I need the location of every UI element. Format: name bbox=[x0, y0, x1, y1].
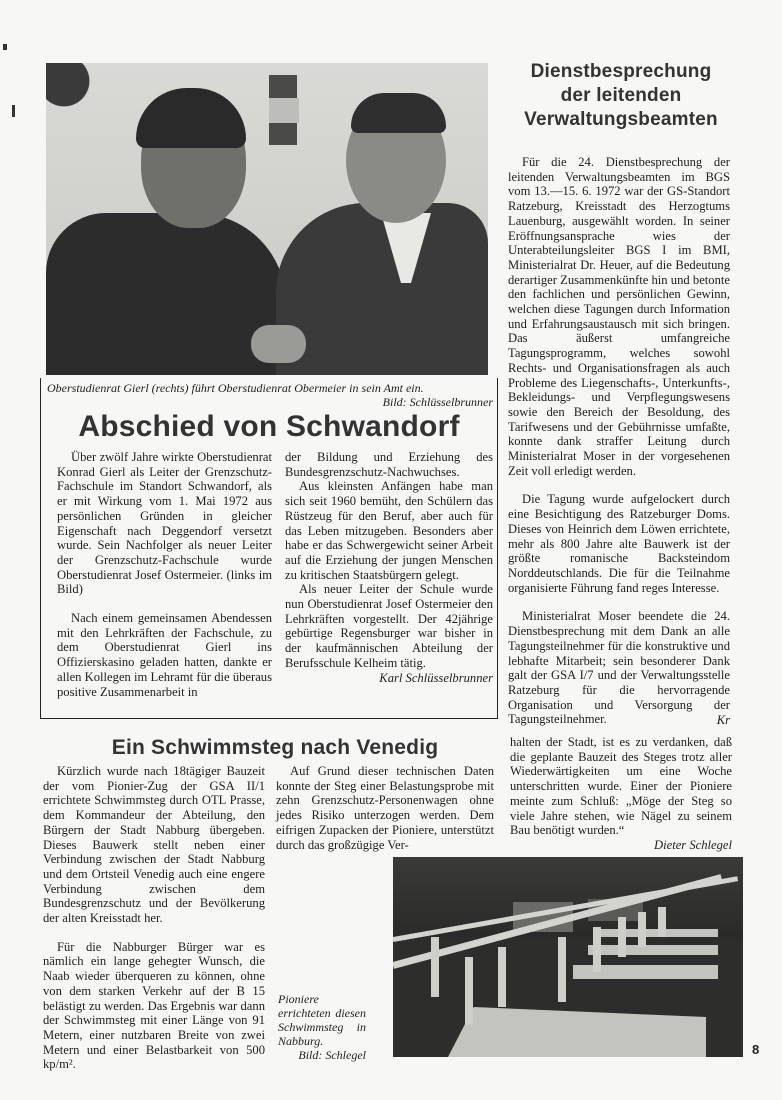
headline-abschied: Abschied von Schwandorf bbox=[78, 410, 460, 443]
photo-caption bbox=[47, 381, 493, 409]
headline-dienstbesprechung bbox=[505, 60, 737, 132]
wall-fixture bbox=[269, 98, 299, 123]
person-left-hair bbox=[136, 88, 246, 148]
page-number: 8 bbox=[752, 1042, 760, 1057]
article-schwimmsteg-column-3 bbox=[510, 735, 732, 853]
railing-post bbox=[618, 917, 626, 957]
paragraph: Kürzlich wurde nach 18tägiger Bauzeit der vom Pionier-Zug der GSA II/1 errichtete Schwimmsteg durch OTL Prasse, dem Kommandeur der Abteilung, den Bürgern der Stadt Nabburg übergeben. Dieses Bauwerk stellt neben einer Verbindung zwischen der Stadt Nabburg und dem Ortsteil Venedig auch eine engere Verbindung zwischen dem Bundesgrenzschutz und der Bevölkerung der alten Kreisstadt her. bbox=[43, 764, 265, 926]
photo-caption-text: Oberstudienrat Gierl (rechts) führt Oberstudienrat Obermeier in sein Amt ein. bbox=[47, 381, 424, 395]
margin-mark bbox=[3, 44, 7, 50]
paragraph: Ministerialrat Moser beendete die 24. Dienstbesprechung mit dem Dank an alle Tagungsteilnehmer für die konstruktive und lebhafte Mitarbeit; sein besonderer Dank galt der GSA I/7 und der Verwaltungsstelle Ratzeburg für die hervorragende Organisation und Versorgung der Tagungsteilnehmer. bbox=[508, 609, 730, 727]
person-right-suit bbox=[276, 203, 488, 375]
paragraph: Für die 24. Dienstbesprechung der leitenden Verwaltungsbeamten im BGS vom 13.—15. 6. 1972 war der GS-Standort Ratzeburg, Kreisstadt des Herzogtums Lauenburg, ausgewählt worden. In seiner Eröffnungsansprache wies der Unterabteilungsleiter BGS I im BMI, Ministerialrat Dr. Heuer, auf die Bedeutung derartiger Zusammenkünfte hin und betonte den fachlichen und persönlichen Gewinn, welchen diese Tagungen durch Information und Erfahrungsaustausch mit sich bringen. Das äußerst umfangreiche Tagungsprogramm, welches sowohl Rechts- und Organisationsfragen als auch Probleme des Liegenschafts-, Unterkunfts-, Bekleidungs- und Verpflegungswesens sowie den Bereich der Besoldung, des Tarifwesens und der Gebührnisse umfaßte, konnte dank straffer Leitung durch Ministerialrat Moser in der vorgesehenen Zeit voll erledigt werden. bbox=[508, 155, 730, 478]
paragraph: Auf Grund dieser technischen Daten konnte der Steg einer Belastungsprobe mit zehn Grenzschutz-Personenwagen ohne jedes Risiko unterzogen werden. Dem eifrigen Zupacken der Pioniere, unterstützt durch das großzügige Ver- bbox=[276, 764, 494, 852]
handshake bbox=[251, 325, 306, 363]
railing-post bbox=[593, 927, 601, 972]
paragraph: der Bildung und Erziehung des Bundesgrenzschutz-Nachwuchses. bbox=[285, 450, 493, 479]
railing-post bbox=[558, 937, 566, 1002]
paragraph: Für die Nabburger Bürger war es nämlich ein lange gehegter Wunsch, die Naab wieder überqueren zu können, ohne von dem starken Verkehr auf der B 15 belästigt zu werden. Das Ergebnis war dann der Schwimmsteg mit einer Länge von 91 Metern, einer nutzbaren Breite von zwei Metern und einer Belastbarkeit von 500 kp/m². bbox=[43, 939, 265, 1072]
article-schwimmsteg-column-2 bbox=[276, 764, 494, 852]
article-abschied-column-2 bbox=[285, 450, 493, 685]
article-box-border bbox=[497, 378, 498, 718]
person-right-hair bbox=[351, 93, 446, 133]
author-signature: Dieter Schlegel bbox=[654, 837, 732, 852]
plant-shape bbox=[46, 63, 106, 153]
headline-line: der leitenden bbox=[560, 85, 682, 106]
railing-post bbox=[658, 907, 666, 937]
paragraph: Aus kleinsten Anfängen habe man sich seit 1960 bemüht, den Schülern das Rüstzeug für den Beruf, aber auch für das Leben mitzugeben. Besonders aber habe er das Schwergewicht seiner Arbeit auf die Erziehung der jungen Menschen zu kritischen Staatsbürgern gelegt. bbox=[285, 479, 493, 582]
photo-floating-footbridge bbox=[393, 857, 743, 1057]
railing-post bbox=[638, 912, 646, 947]
walkway-deck bbox=[448, 1007, 706, 1057]
author-signature: Karl Schlüsselbrunner bbox=[379, 670, 493, 685]
photo-caption bbox=[278, 992, 366, 1062]
paragraph: Als neuer Leiter der Schule wurde nun Oberstudienrat Josef Ostermeier den Lehrkräften vorgestellt. Der 42jährige gebürtige Regensburger war bisher in der kaufmännischen Abteilung der Berufsschule Kelheim tätig. bbox=[285, 582, 493, 670]
article-box-border bbox=[40, 718, 498, 719]
article-dienstbesprechung-body bbox=[508, 155, 730, 728]
paragraph: Die Tagung wurde aufgelockert durch eine Besichtigung des Ratzeburger Doms. Dieses von Heinrich dem Löwen errichtete, mehr als 800 Jahre alte Bauwerk ist der größte romanische Backsteindom Norddeutschlands. Die für die Teilnahme organisierte Führung fand reges Interesse. bbox=[508, 492, 730, 595]
railing-post bbox=[498, 947, 506, 1007]
article-box-border bbox=[40, 378, 41, 718]
article-abschied-column-1 bbox=[57, 450, 272, 699]
paragraph: halten der Stadt, ist es zu verdanken, daß die geplante Bauzeit des Steges trotz aller Wiederwärtigkeiten um eine Woche unterschritten wurde. Einer der Pioniere meinte zum Schluß: „Möge der Steg so viele Jahre stehen, wie Nägel zu seinem Bau benötigt wurden.“ bbox=[510, 735, 732, 838]
paragraph: Nach einem gemeinsamen Abendessen mit den Lehrkräften der Fachschule, zu dem Oberstudienrat Gierl ins Offizierskasino geladen hatten, dankte er allen Kollegen im Lehramt für die überaus positive Zusammenarbeit in bbox=[57, 611, 272, 699]
photo-handshake bbox=[46, 63, 488, 375]
article-schwimmsteg-column-1 bbox=[43, 764, 265, 1072]
person-left-suit bbox=[46, 213, 286, 375]
photo-credit: Bild: Schlegel bbox=[298, 1048, 366, 1062]
railing-post bbox=[465, 957, 473, 1025]
headline-schwimmsteg: Ein Schwimmsteg nach Venedig bbox=[111, 736, 439, 759]
headline-line: Dienstbesprechung bbox=[530, 61, 712, 82]
photo-credit: Bild: Schlüsselbrunner bbox=[382, 395, 493, 409]
photo-caption-text: Pioniere errichteten diesen Schwimmsteg in Nabburg. bbox=[278, 992, 366, 1048]
margin-mark bbox=[12, 105, 15, 117]
paragraph: Über zwölf Jahre wirkte Oberstudienrat Konrad Gierl als Leiter der Grenzschutz-Fachschule im Standort Schwandorf, als er mit Wirkung vom 1. Mai 1972 aus persönlichen Gründen in gleicher Eigenschaft nach Deggendorf versetzt wurde. Sein Nachfolger als neuer Leiter der Grenzschutz-Fachschule wurde Oberstudienrat Josef Ostermeier. (links im Bild) bbox=[57, 450, 272, 597]
headline-line: Verwaltungsbeamten bbox=[524, 109, 718, 130]
author-signature: Kr bbox=[716, 713, 730, 728]
pontoon-deck bbox=[588, 945, 718, 955]
railing-post bbox=[431, 937, 439, 997]
